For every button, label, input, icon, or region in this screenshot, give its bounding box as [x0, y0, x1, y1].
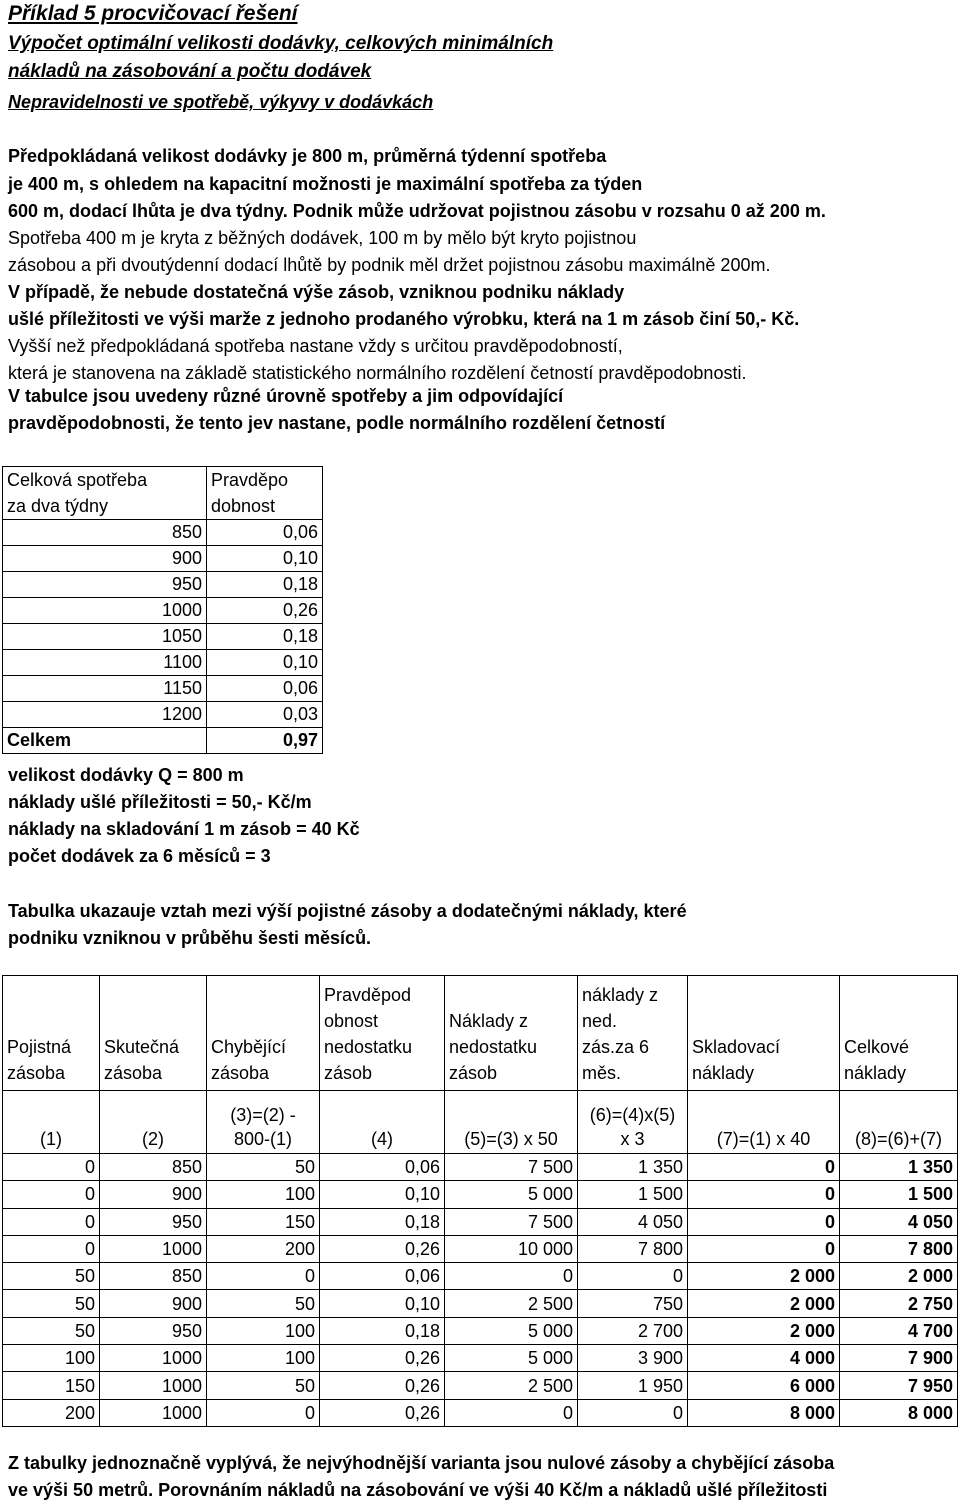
table-row: 900 0,10 [3, 546, 323, 572]
table-cell: 850 [100, 1154, 207, 1181]
table-cell: 100 [207, 1317, 320, 1344]
column-header-naklady-nedostatku: Náklady z nedostatku zásob [445, 976, 578, 1091]
table-cell: 4 050 [578, 1208, 688, 1235]
table-cell: 1 500 [578, 1181, 688, 1208]
table-row [3, 1399, 958, 1426]
table-cell: 1000 [100, 1345, 207, 1372]
column-header-pravdepodobnost-nedostatku: Pravděpod obnost nedostatku zásob [320, 976, 445, 1091]
table-cell: 4 700 [840, 1317, 958, 1344]
table-cell: 2 500 [445, 1290, 578, 1317]
table-cell: 1 950 [578, 1372, 688, 1399]
column-header-naklady-6-mesicu: náklady z ned. zás.za 6 měs. [578, 976, 688, 1091]
subtitle-line-3: Nepravidelnosti ve spotřebě, výkyvy v dodávkách [8, 92, 434, 112]
paragraph-line: Spotřeba 400 m je kryta z běžných dodávek, 100 m by mělo být kryto pojistnou [8, 228, 637, 248]
table-cell: 1000 [100, 1235, 207, 1262]
table-cell: 0 [445, 1399, 578, 1426]
formula-cell: (4) [320, 1091, 445, 1154]
table-row: 1100 0,10 [3, 650, 323, 676]
table-cell: 0 [3, 1154, 100, 1181]
table-row [3, 1372, 958, 1399]
table-row: 1200 0,03 [3, 702, 323, 728]
total-value: 0,97 [207, 728, 323, 754]
column-header-celkove-naklady: Celkové náklady [840, 976, 958, 1091]
table-cell: 7 900 [840, 1345, 958, 1372]
table-cell: 10 000 [445, 1235, 578, 1262]
table-cell: 950 [100, 1208, 207, 1235]
subtitle-line-1: Výpočet optimální velikosti dodávky, celkových minimálních [8, 33, 554, 54]
table-cell: 0 [688, 1181, 840, 1208]
table-cell: 7 800 [840, 1235, 958, 1262]
table-cell: 50 [207, 1154, 320, 1181]
table-row [3, 1154, 958, 1181]
table-formula-row [3, 1091, 958, 1154]
formula-cell: (7)=(1) x 40 [688, 1091, 840, 1154]
table-cell: 1 350 [840, 1154, 958, 1181]
table-cell: 7 800 [578, 1235, 688, 1262]
table-cell: 8 000 [840, 1399, 958, 1426]
table-cell: 4 000 [688, 1345, 840, 1372]
table-cell: 0 [578, 1263, 688, 1290]
paragraph-line: ušlé příležitosti ve výši marže z jednoho prodaného výrobku, která na 1 m zásob činí 50,- Kč. [8, 309, 800, 329]
table-row [3, 1208, 958, 1235]
subtitle-line-2: nákladů na zásobování a počtu dodávek [8, 61, 372, 82]
table-total-row [3, 728, 323, 754]
paragraph-line: zásobou a při dvoutýdenní dodací lhůtě by podnik měl držet pojistnou zásobu maximálně 200m. [8, 255, 771, 275]
table-cell: 0,06 [320, 1263, 445, 1290]
table-cell: 2 750 [840, 1290, 958, 1317]
table-cell: 0 [688, 1235, 840, 1262]
table-cell: 2 000 [688, 1263, 840, 1290]
table-body [3, 1154, 958, 1427]
table-cell: 2 000 [688, 1290, 840, 1317]
conclusion-line: ve výši 50 metrů. Porovnáním nákladů na zásobování ve výši 40 Kč/m a nákladů ušlé příležitosti [8, 1480, 828, 1500]
table-cell: 150 [207, 1208, 320, 1235]
table-cell: 0,10 [320, 1290, 445, 1317]
table-header-row [3, 467, 323, 520]
paragraph-line: pravděpodobnosti, že tento jev nastane, podle normálního rozdělení četností [8, 413, 666, 433]
table-cell: 50 [3, 1290, 100, 1317]
formula-cell: (6)=(4)x(5) x 3 [578, 1091, 688, 1154]
fact-line: náklady na skladování 1 m zásob = 40 Kč [8, 819, 360, 839]
paragraph-line: Vyšší než předpokládaná spotřeba nastane vždy s určitou pravděpodobností, [8, 336, 623, 356]
table-cell: 2 000 [688, 1317, 840, 1344]
table-cell: 1000 [100, 1399, 207, 1426]
table-cell: 0,26 [320, 1235, 445, 1262]
table-row [3, 1345, 958, 1372]
column-header-consumption: Celková spotřeba za dva týdny [3, 467, 207, 520]
table-cell: 200 [207, 1235, 320, 1262]
table-cell: 0,26 [320, 1399, 445, 1426]
table-row: 850 0,06 [3, 520, 323, 546]
table2-intro-line: podniku vzniknou v průběhu šesti měsíců. [8, 928, 372, 948]
table-cell: 4 050 [840, 1208, 958, 1235]
table-cell: 0 [3, 1181, 100, 1208]
table-cell: 0 [578, 1399, 688, 1426]
paragraph-line: V případě, že nebude dostatečná výše zásob, vzniknou podniku náklady [8, 282, 625, 302]
table-cell: 8 000 [688, 1399, 840, 1426]
table-row [3, 1290, 958, 1317]
formula-cell: (3)=(2) - 800-(1) [207, 1091, 320, 1154]
table-cell: 1000 [100, 1372, 207, 1399]
paragraph-line: je 400 m, s ohledem na kapacitní možnosti je maximální spotřeba za týden [8, 174, 643, 194]
paragraph-line: V tabulce jsou uvedeny různé úrovně spotřeby a jim odpovídající [8, 386, 564, 406]
formula-cell: (8)=(6)+(7) [840, 1091, 958, 1154]
conclusion-line: Z tabulky jednoznačně vyplývá, že nejvýhodnější varianta jsou nulové zásoby a chybějící zásoba [8, 1453, 835, 1473]
table-cell: 150 [3, 1372, 100, 1399]
column-header-probability: Pravděpo dobnost [207, 467, 323, 520]
table-cell: 0 [207, 1399, 320, 1426]
table-cell: 0,26 [320, 1345, 445, 1372]
table-cell: 2 500 [445, 1372, 578, 1399]
fact-line: náklady ušlé příležitosti = 50,- Kč/m [8, 792, 312, 812]
table-cell: 5 000 [445, 1181, 578, 1208]
table-cell: 0 [3, 1235, 100, 1262]
paragraph-line: která je stanovena na základě statistického normálního rozdělení četností pravděpodobnosti. [8, 363, 747, 383]
table-cell: 3 900 [578, 1345, 688, 1372]
column-header-skladovaci-naklady: Skladovací náklady [688, 976, 840, 1091]
table-cell: 850 [100, 1263, 207, 1290]
table-cell: 0,06 [320, 1154, 445, 1181]
table-cell: 2 000 [840, 1263, 958, 1290]
formula-cell: (5)=(3) x 50 [445, 1091, 578, 1154]
table-cell: 7 950 [840, 1372, 958, 1399]
safety-stock-cost-table [2, 975, 958, 1427]
consumption-probability-table [2, 466, 323, 754]
table-cell: 900 [100, 1181, 207, 1208]
table-cell: 1 350 [578, 1154, 688, 1181]
fact-line: velikost dodávky Q = 800 m [8, 765, 244, 785]
table-cell: 2 700 [578, 1317, 688, 1344]
table-cell: 7 500 [445, 1154, 578, 1181]
table-cell: 750 [578, 1290, 688, 1317]
table-row: 1150 0,06 [3, 676, 323, 702]
table-cell: 100 [207, 1181, 320, 1208]
table-cell: 0 [3, 1208, 100, 1235]
column-header-pojistna-zasoba: Pojistná zásoba [3, 976, 100, 1091]
table-cell: 0 [445, 1263, 578, 1290]
table-cell: 1 500 [840, 1181, 958, 1208]
table-row: 1000 0,26 [3, 598, 323, 624]
table-cell: 900 [100, 1290, 207, 1317]
table-cell: 0 [207, 1263, 320, 1290]
table-row: 1050 0,18 [3, 624, 323, 650]
table-cell: 0 [688, 1154, 840, 1181]
table-cell: 0,26 [320, 1372, 445, 1399]
table-cell: 0,18 [320, 1317, 445, 1344]
page-title: Příklad 5 procvičovací řešení [8, 2, 298, 25]
table-cell: 50 [207, 1372, 320, 1399]
table-cell: 50 [3, 1317, 100, 1344]
table-cell: 0,10 [320, 1181, 445, 1208]
table-row [3, 1235, 958, 1262]
table-cell: 6 000 [688, 1372, 840, 1399]
table-cell: 950 [100, 1317, 207, 1344]
paragraph-line: 600 m, dodací lhůta je dva týdny. Podnik může udržovat pojistnou zásobu v rozsahu 0 až 200 m. [8, 201, 826, 221]
table-row [3, 1181, 958, 1208]
table-cell: 100 [207, 1345, 320, 1372]
formula-cell: (2) [100, 1091, 207, 1154]
table-cell: 50 [3, 1263, 100, 1290]
table-cell: 5 000 [445, 1317, 578, 1344]
table-cell: 5 000 [445, 1345, 578, 1372]
table-cell: 0,18 [320, 1208, 445, 1235]
formula-cell: (1) [3, 1091, 100, 1154]
table2-intro-line: Tabulka ukazauje vztah mezi výší pojistné zásoby a dodatečnými náklady, které [8, 901, 687, 921]
table-row: 950 0,18 [3, 572, 323, 598]
table-cell: 7 500 [445, 1208, 578, 1235]
total-label: Celkem [3, 728, 207, 754]
column-header-chybejici-zasoba: Chybějící zásoba [207, 976, 320, 1091]
table-cell: 50 [207, 1290, 320, 1317]
table-cell: 0 [688, 1208, 840, 1235]
column-header-skutecna-zasoba: Skutečná zásoba [100, 976, 207, 1091]
table-cell: 100 [3, 1345, 100, 1372]
table-row [3, 1263, 958, 1290]
table-header-row [3, 976, 958, 1091]
paragraph-line: Předpokládaná velikost dodávky je 800 m, průměrná týdenní spotřeba [8, 146, 607, 166]
fact-line: počet dodávek za 6 měsíců = 3 [8, 846, 271, 866]
table-row [3, 1317, 958, 1344]
table-cell: 200 [3, 1399, 100, 1426]
